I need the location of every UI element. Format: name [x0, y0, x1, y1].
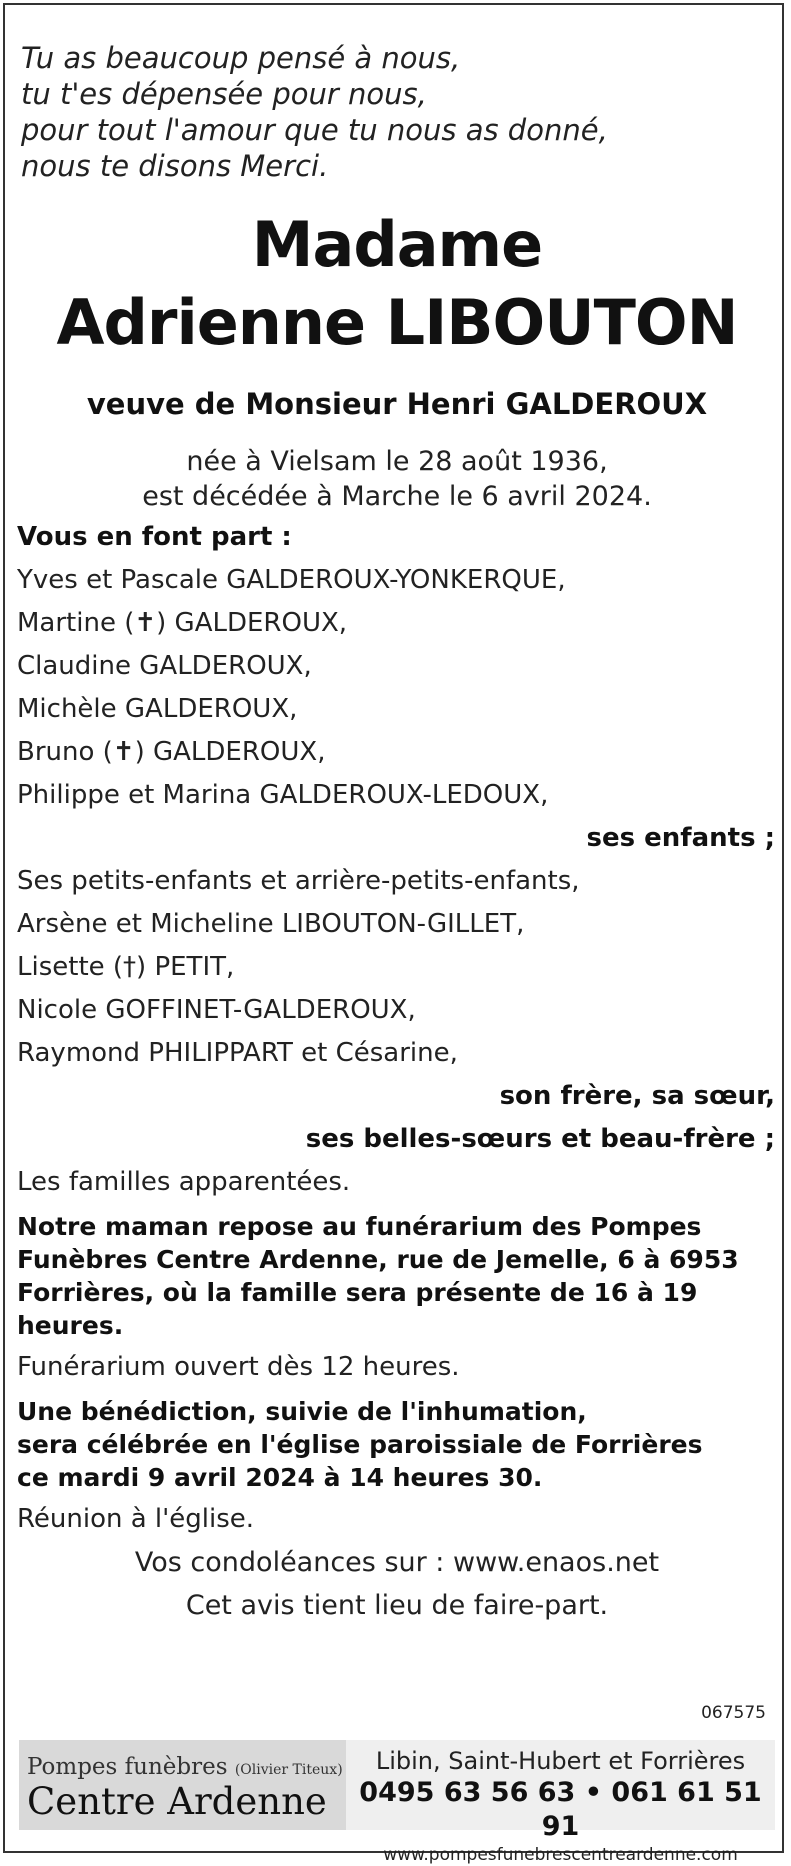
ceremony-line: ce mardi 9 avril 2024 à 14 heures 30. — [17, 1463, 543, 1492]
ceremony-line: sera célébrée en l'église paroissiale de Forrières — [17, 1430, 703, 1459]
brand-small: Pompes funèbres — [27, 1754, 228, 1780]
website-link[interactable]: www.pompesfunebrescentreardenne.com — [383, 1845, 738, 1865]
poem-line: tu t'es dépensée pour nous, — [21, 77, 427, 111]
funeral-home-logo — [19, 1740, 346, 1830]
relatives-list — [17, 860, 777, 1075]
poem-line: nous te disons Merci. — [21, 149, 329, 183]
relatives-label-1: son frère, sa sœur, — [499, 1081, 775, 1111]
children-list — [17, 559, 777, 817]
list-item: Claudine GALDEROUX, — [17, 651, 312, 681]
funerarium-block — [17, 1210, 777, 1342]
list-item: Bruno (✝) GALDEROUX, — [17, 737, 326, 767]
funeral-home-contact — [346, 1740, 775, 1865]
children-label: ses enfants ; — [586, 823, 775, 853]
funerarium-line: Forrières, où la famille sera présente de 16 à 19 heures. — [17, 1278, 698, 1340]
meeting-line: Réunion à l'église. — [17, 1504, 255, 1534]
title-line1: Madame — [251, 208, 543, 281]
phone-numbers: 0495 63 56 63 • 061 61 51 91 — [359, 1777, 762, 1842]
list-item: Martine (✝) GALDEROUX, — [17, 608, 348, 638]
list-item: Yves et Pascale GALDEROUX-YONKERQUE, — [17, 565, 566, 595]
poem — [21, 40, 777, 184]
list-item: Lisette (†) PETIT, — [17, 952, 235, 982]
relatives-label-2: ses belles-sœurs et beau-frère ; — [305, 1124, 775, 1154]
list-item: Michèle GALDEROUX, — [17, 694, 298, 724]
widow-of: veuve de Monsieur Henri GALDEROUX — [86, 387, 708, 421]
list-item: Raymond PHILIPPART et Césarine, — [17, 1038, 458, 1068]
announce-label: Vous en font part : — [17, 522, 292, 552]
poem-line: Tu as beaucoup pensé à nous, — [21, 41, 461, 75]
birth-line: née à Vielsam le 28 août 1936, — [186, 446, 608, 477]
funerarium-line: Funèbres Centre Ardenne, rue de Jemelle, 6 à 6953 — [17, 1245, 739, 1274]
brand-big: Centre Ardenne — [27, 1780, 327, 1823]
poem-line: pour tout l'amour que tu nous as donné, — [21, 113, 608, 147]
funerarium-line: Notre maman repose au funérarium des Pompes — [17, 1212, 702, 1241]
list-item: Philippe et Marina GALDEROUX-LEDOUX, — [17, 780, 549, 810]
families-line: Les familles apparentées. — [17, 1167, 351, 1197]
funerarium-open: Funérarium ouvert dès 12 heures. — [17, 1352, 460, 1382]
funeral-home-banner — [19, 1740, 775, 1865]
condolences-line: Vos condoléances sur : www.enaos.net — [134, 1547, 660, 1578]
list-item: Nicole GOFFINET-GALDEROUX, — [17, 995, 416, 1025]
ceremony-block — [17, 1395, 777, 1494]
reference-number: 067575 — [701, 1703, 766, 1723]
list-item: Ses petits-enfants et arrière-petits-enfants, — [17, 866, 580, 896]
brand-owner: (Olivier Titeux) — [234, 1762, 343, 1778]
notice-line: Cet avis tient lieu de faire-part. — [185, 1590, 609, 1621]
deceased-name: Adrienne LIBOUTON — [56, 286, 738, 359]
locations: Libin, Saint-Hubert et Forrières — [375, 1747, 746, 1775]
ceremony-line: Une bénédiction, suivie de l'inhumation, — [17, 1397, 587, 1426]
death-line: est décédée à Marche le 6 avril 2024. — [142, 481, 652, 512]
dates — [17, 444, 777, 514]
obituary-content — [17, 40, 777, 1627]
list-item: Arsène et Micheline LIBOUTON-GILLET, — [17, 909, 525, 939]
